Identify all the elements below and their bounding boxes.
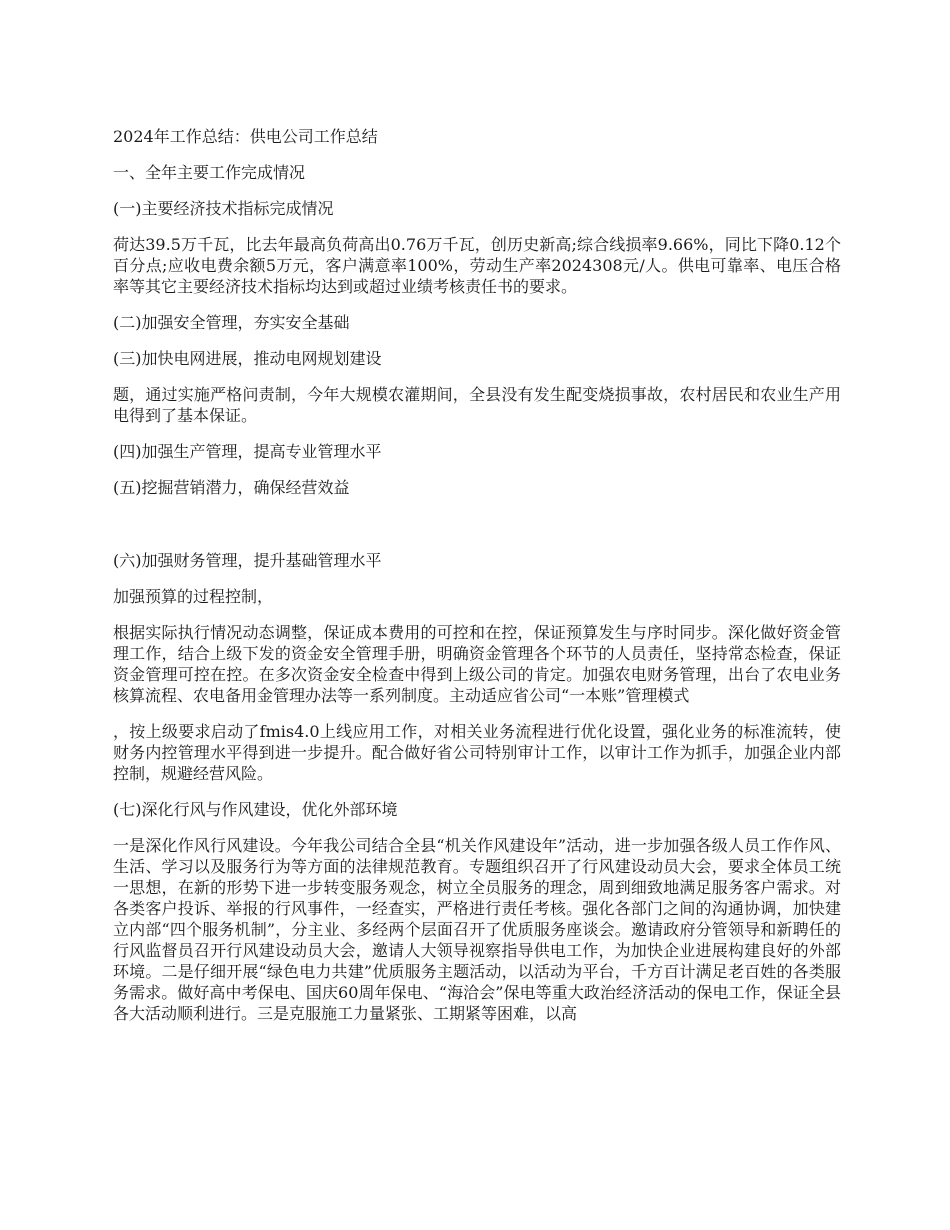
paragraph-finance: 根据实际执行情况动态调整，保证成本费用的可控和在控，保证预算发生与序时同步。深化做好资金管理工作，结合上级下发的资金安全管理手册，明确资金管理各个环节的人员责任，坚持常态检查，保证资金管理可控在控。在多次资金安全检查中得到上级公司的肯定。加强农电财务管理，出台了农电业务核算流程、农电备用金管理办法等一系列制度。主动适应省公司“一本账”管理模式 <box>113 623 841 705</box>
document-title: 2024年工作总结：供电公司工作总结 <box>113 127 378 146</box>
paragraph-budget: 加强预算的过程控制， <box>113 587 274 606</box>
subheading-5: (五)挖掘营销潜力，确保经营效益 <box>113 478 350 497</box>
paragraph-grid: 题，通过实施严格问责制，今年大规模农灌期间，全县没有发生配变烧损事故，农村居民和农业生产用电得到了基本保证。 <box>113 385 841 425</box>
subheading-6: (六)加强财务管理，提升基础管理水平 <box>113 551 382 570</box>
subheading-7: (七)深化行风与作风建设，优化外部环境 <box>113 800 398 819</box>
subheading-1: (一)主要经济技术指标完成情况 <box>113 199 334 218</box>
subheading-4: (四)加强生产管理，提高专业管理水平 <box>113 442 382 461</box>
subheading-3: (三)加快电网进展，推动电网规划建设 <box>113 349 382 368</box>
paragraph-indicators: 荷达39.5万千瓦，比去年最高负荷高出0.76万千瓦，创历史新高;综合线损率9.66%，同比下降0.12个百分点;应收电费余额5万元，客户满意率100%，劳动生产率2024308元/人。供电可靠率、电压合格率等其它主要经济技术指标均达到或超过业绩考核责任书的要求。 <box>113 235 841 296</box>
paragraph-fmis: ，按上级要求启动了fmis4.0上线应用工作，对相关业务流程进行优化设置，强化业务的标准流转，使财务内控管理水平得到进一步提升。配合做好省公司特别审计工作，以审计工作为抓手，加强企业内部控制，规避经营风险。 <box>113 722 841 783</box>
subheading-2: (二)加强安全管理，夯实安全基础 <box>113 313 350 332</box>
paragraph-conduct: 一是深化作风行风建设。今年我公司结合全县“机关作风建设年”活动，进一步加强各级人员工作作风、生活、学习以及服务行为等方面的法律规范教育。专题组织召开了行风建设动员大会，要求全体员工统一思想，在新的形势下进一步转变服务观念，树立全员服务的理念，周到细致地满足服务客户需求。对各类客户投诉、举报的行风事件，一经查实，严格进行责任考核。强化各部门之间的沟通协调，加快建立内部“四个服务机制”，分主业、多经两个层面召开了优质服务座谈会。邀请政府分管领导和新聘任的行风监督员召开行风建设动员大会，邀请人大领导视察指导供电工作，为加快企业进展构建良好的外部环境。二是仔细开展“绿色电力共建”优质服务主题活动，以活动为平台，千方百计满足老百姓的各类服务需求。做好高中考保电、国庆60周年保电、“海洽会”保电等重大政治经济活动的保电工作，保证全县各大活动顺利进行。三是克服施工力量紧张、工期紧等困难，以高 <box>113 836 841 1023</box>
section-heading-1: 一、全年主要工作完成情况 <box>113 163 306 182</box>
document-page <box>113 126 841 1039</box>
